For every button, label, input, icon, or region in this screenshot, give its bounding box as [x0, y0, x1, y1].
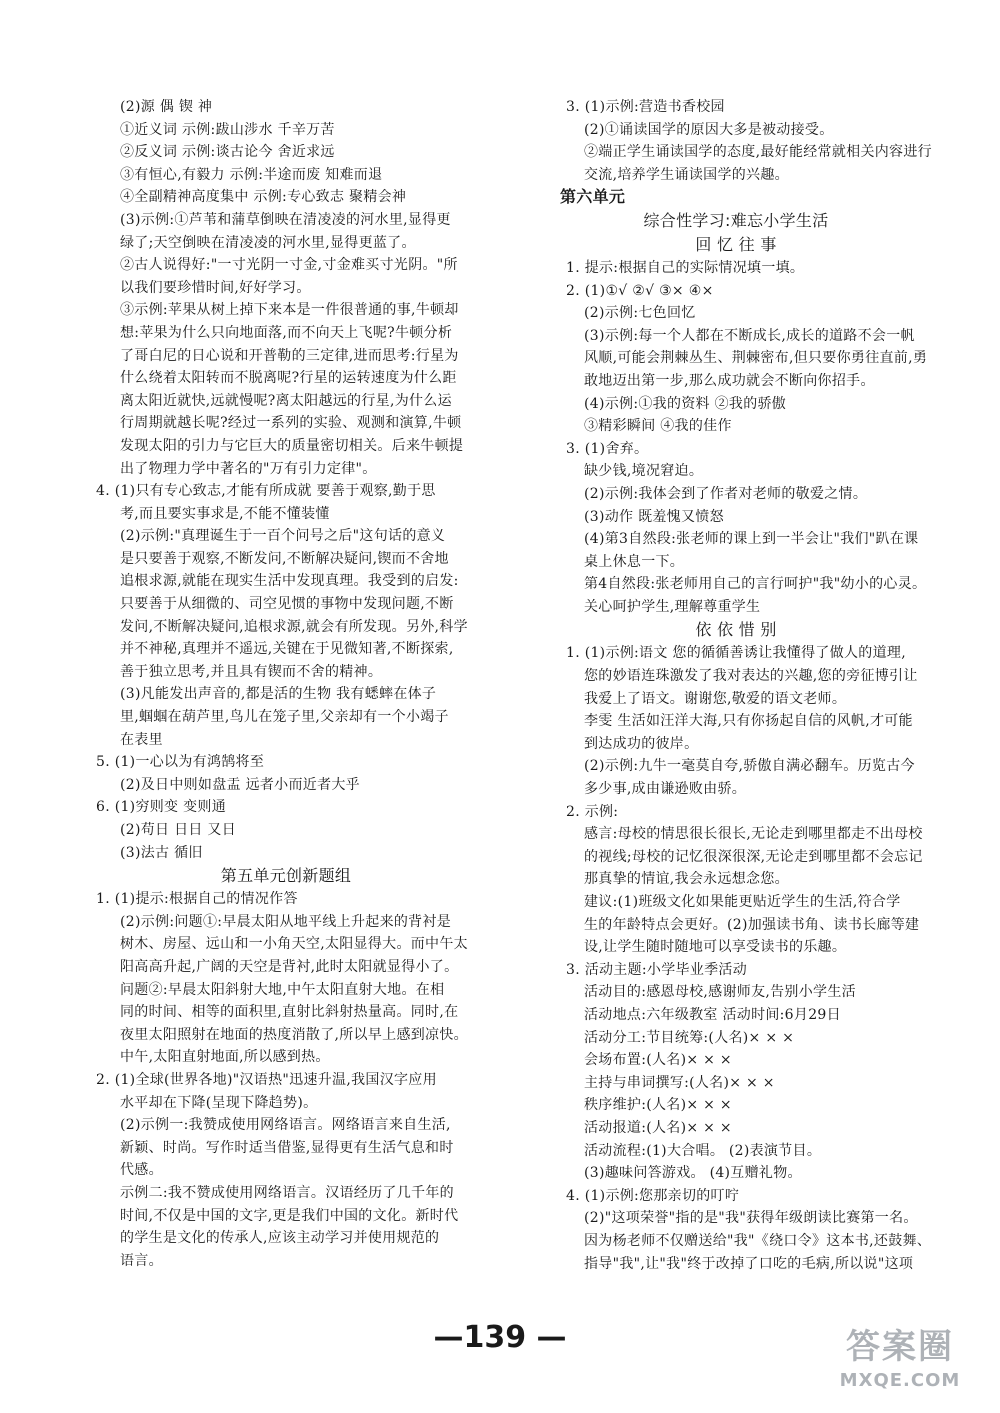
text-line: 生的年龄特点会更好。(2)加强读书角、读书长廊等建 [584, 916, 920, 933]
text-line: (4)示例:①我的资料 ②我的骄傲 [584, 395, 787, 412]
text-line: 5. (1)一心以为有鸿鹄将至 [96, 754, 265, 771]
text-line: 活动地点:六年级教室 活动时间:6月29日 [584, 1006, 841, 1023]
text-line: 离太阳近就快,远就慢呢?离太阳越远的行星,为什么运 [120, 392, 452, 409]
text-line: 的学生是文化的传承人,应该主动学习并使用规范的 [120, 1230, 440, 1247]
section-heading: 回 忆 往 事 [695, 234, 777, 254]
text-line: 因为杨老师不仅赠送给"我"《绕口令》这本书,还鼓舞、 [584, 1232, 932, 1249]
text-line: 1. (1)示例:语文 您的循循善诱让我懂得了做人的道理, [566, 645, 906, 662]
text-line: 夜里太阳照射在地面的热度消散了,所以早上感到凉快。 [120, 1026, 468, 1043]
text-line: 敢地迈出第一步,那么成功就会不断向你招手。 [584, 372, 875, 389]
text-line: 桌上休息一下。 [584, 553, 685, 570]
text-line: 考,而且要实事求是,不能不懂装懂 [120, 505, 330, 522]
text-line: 里,蝈蝈在葫芦里,鸟儿在笼子里,父亲却有一个小竭子 [120, 709, 449, 726]
left-column [96, 96, 476, 1272]
text-line: 想:苹果为什么只向地面落,而不向天上飞呢?牛顿分析 [120, 324, 453, 341]
text-line: ③精彩瞬间 ④我的佳作 [584, 418, 732, 435]
text-line: 绿了;天空倒映在清凌凌的河水里,显得更蓝了。 [120, 234, 416, 251]
section-heading: 依 依 惜 别 [695, 620, 777, 640]
text-line: 新颖、时尚。写作时适当借鉴,显得更有生活气息和时 [120, 1139, 454, 1156]
text-line: 主持与串词撰写:(人名)× × × [584, 1074, 775, 1091]
text-line: 在表里 [120, 731, 163, 748]
text-line: (2)及日中则如盘盂 远者小而近者大乎 [120, 776, 360, 793]
watermark-logo [810, 1325, 990, 1405]
text-line: 同的时间、相等的面积里,直射比斜射热量高。同时,在 [120, 1004, 459, 1021]
text-line: 善于独立思考,并且具有锲而不舍的精神。 [120, 663, 383, 680]
text-line: 是只要善于观察,不断发问,不断解决疑问,锲而不舍地 [120, 550, 449, 567]
text-line: 交流,培养学生诵读国学的兴趣。 [584, 166, 789, 183]
text-line: ②反义词 示例:谈古论今 舍近求远 [120, 144, 335, 161]
text-line: 建议:(1)班级文化如果能更贴近学生的生活,符合学 [584, 894, 901, 910]
text-line: 2. 示例: [566, 803, 619, 820]
text-line: 3. (1)示例:营造书香校园 [566, 99, 725, 115]
text-line: (3)趣味问答游戏。 (4)互赠礼物。 [584, 1165, 802, 1182]
text-line: 3. 活动主题:小学毕业季活动 [566, 961, 748, 978]
text-line: 设,让学生随时随地可以享受读书的乐趣。 [584, 939, 847, 956]
text-line: 问题②:早晨太阳斜射大地,中午太阳直射大地。在相 [120, 981, 445, 998]
section-heading: 第六单元 [560, 187, 626, 207]
text-line: (2)①诵读国学的原因大多是被动接受。 [584, 121, 834, 138]
text-line: 出了物理力学中著名的"万有引力定律"。 [120, 460, 377, 477]
text-line: (2)示例一:我赞成使用网络语言。网络语言来自生活, [120, 1117, 451, 1134]
text-line: (3)示例:①芦苇和蒲草倒映在清凌凌的河水里,显得更 [120, 211, 451, 228]
text-line: 的视线;母校的记忆很深很深,无论走到哪里都不会忘记 [584, 848, 923, 865]
text-line: 指导"我",让"我"终于改掉了口吃的毛病,所以说"这项 [584, 1255, 914, 1272]
text-line: (2)示例:九牛一毫莫自夸,骄傲自满必翻车。历览古今 [584, 758, 915, 775]
text-line: (2)"这项荣誉"指的是"我"获得年级朗读比赛第一名。 [584, 1210, 918, 1227]
text-line: ④全副精神高度集中 示例:专心致志 聚精会神 [120, 189, 407, 206]
text-line: 什么绕着太阳转而不脱离呢?行星的运转速度为什么距 [120, 370, 457, 387]
text-line: (3)示例:每一个人都在不断成长,成长的道路不会一帆 [584, 327, 915, 344]
text-line: 2. (1)全球(世界各地)"汉语热"迅速升温,我国汉字应用 [96, 1071, 437, 1088]
text-line: 发现太阳的引力与它巨大的质量密切相关。后来牛顿提 [120, 437, 464, 454]
page-number: —139 — [433, 1320, 567, 1355]
text-line: 阳高高升起,广阔的天空是背衬,此时太阳就显得小了。 [120, 958, 459, 975]
text-line: ②端正学生诵读国学的态度,最好能经常就相关内容进行 [584, 144, 932, 161]
text-line: 4. (1)只有专心致志,才能有所成就 要善于观察,勤于思 [96, 483, 436, 500]
text-line: 您的妙语连珠激发了我对表达的兴趣,您的旁征博引让 [584, 668, 918, 685]
text-line: 感言:母校的情思很长很长,无论走到哪里都走不出母校 [584, 826, 923, 843]
text-line: (2)苟日 日日 又日 [120, 822, 237, 838]
text-line: 追根求源,就能在现实生活中发现真理。我受到的启发: [120, 573, 459, 590]
text-line: 会场布置:(人名)× × × [584, 1052, 732, 1069]
text-line: 多少事,成由谦逊败由骄。 [584, 781, 747, 798]
section-heading: 第五单元创新题组 [220, 866, 352, 886]
text-line: 6. (1)穷则变 变则通 [96, 799, 226, 816]
text-line: 示例二:我不赞成使用网络语言。汉语经历了几千年的 [120, 1184, 454, 1201]
text-line: ③有恒心,有毅力 示例:半途而废 知难而退 [120, 166, 383, 183]
text-line: 秩序维护:(人名)× × × [584, 1097, 732, 1114]
text-line: ③示例:苹果从树上掉下来本是一件很普通的事,牛顿却 [120, 302, 459, 319]
text-line: 代感。 [120, 1162, 163, 1179]
text-line: 风顺,可能会荆棘丛生、荆棘密布,但只要你勇往直前,勇 [584, 350, 928, 367]
text-line: (2)示例:问题①:早晨太阳从地平线上升起来的背衬是 [120, 913, 452, 930]
right-column [560, 96, 932, 1275]
text-line: 活动流程:(1)大合唱。 (2)表演节目。 [584, 1142, 822, 1159]
text-line: 活动目的:感恩母校,感谢师友,告别小学生活 [584, 984, 856, 1001]
text-line: 到达成功的彼岸。 [584, 735, 699, 752]
text-line: (2)示例:七色回忆 [584, 305, 696, 322]
text-line: 活动分工:节目统筹:(人名)× × × [584, 1029, 795, 1046]
text-line: 1. 提示:根据自己的实际情况填一填。 [566, 259, 805, 276]
text-line: 1. (1)提示:根据自己的情况作答 [96, 891, 298, 908]
text-line: 发问,不断解决疑问,追根求源,就会有所发现。另外,科学 [120, 618, 468, 635]
text-line: 了哥白尼的日心说和开普勒的三定律,进而思考:行星为 [120, 347, 459, 364]
text-line: (2)示例:我体会到了作者对老师的敬爱之情。 [584, 485, 868, 502]
text-line: (3)凡能发出声音的,都是活的生物 我有蟋蟀在体子 [120, 686, 437, 703]
text-line: 以我们要珍惜时间,好好学习。 [120, 279, 311, 296]
text-line: (2)源 偶 锲 神 [120, 99, 213, 115]
text-line: 树木、房屋、远山和一小角天空,太阳显得大。而中午太 [120, 936, 468, 953]
text-line: 活动报道:(人名)× × × [584, 1119, 732, 1136]
text-line: 只要善于从细微的、司空见惯的事物中发现问题,不断 [120, 596, 454, 613]
text-line: 中午,太阳直射地面,所以感到热。 [120, 1049, 330, 1066]
watermark-text: 答案圈 [846, 1327, 954, 1367]
text-line: ②古人说得好:"一寸光阴一寸金,寸金难买寸光阴。"所 [120, 257, 458, 274]
text-line: 那真挚的情谊,我会永远想念您。 [584, 871, 789, 888]
text-line: 行周期就越长呢?经过一系列的实验、观测和演算,牛顿 [120, 415, 462, 432]
watermark-url: MXQE.COM [839, 1370, 961, 1391]
text-line: 缺少钱,境况窘迫。 [584, 463, 704, 480]
text-line: 3. (1)舍弃。 [566, 440, 649, 457]
text-line: 关心呵护学生,理解尊重学生 [584, 598, 761, 615]
text-line: 李雯 生活如汪洋大海,只有你扬起自信的风帆,才可能 [584, 713, 913, 730]
text-line: 4. (1)示例:您那亲切的叮咛 [566, 1187, 740, 1204]
text-line: (2)示例:"真理诞生于一百个问号之后"这句话的意义 [120, 528, 446, 545]
text-line: ①近义词 示例:跋山涉水 千辛万苦 [120, 121, 335, 138]
text-line: 水平却在下降(呈现下降趋势)。 [120, 1094, 318, 1111]
text-line: (4)第3自然段:张老师的课上到一半会让"我们"趴在课 [584, 531, 919, 548]
text-line: 2. (1)①√ ②√ ③× ④× [566, 282, 714, 299]
text-line: 时间,不仅是中国的文字,更是我们中国的文化。新时代 [120, 1207, 459, 1224]
text-line: (3)法古 循旧 [120, 844, 203, 861]
text-line: 语言。 [120, 1252, 163, 1269]
text-line: 并不神秘,真理并不遥远,关键在于见微知著,不断探索, [120, 641, 454, 658]
text-line: 我爱上了语文。谢谢您,敬爱的语文老师。 [584, 690, 847, 707]
text-line: (3)动作 既羞愧又愤怒 [584, 508, 724, 525]
section-heading: 综合性学习:难忘小学生活 [643, 210, 829, 230]
text-line: 第4自然段:张老师用自己的言行呵护"我"幼小的心灵。 [584, 576, 927, 593]
